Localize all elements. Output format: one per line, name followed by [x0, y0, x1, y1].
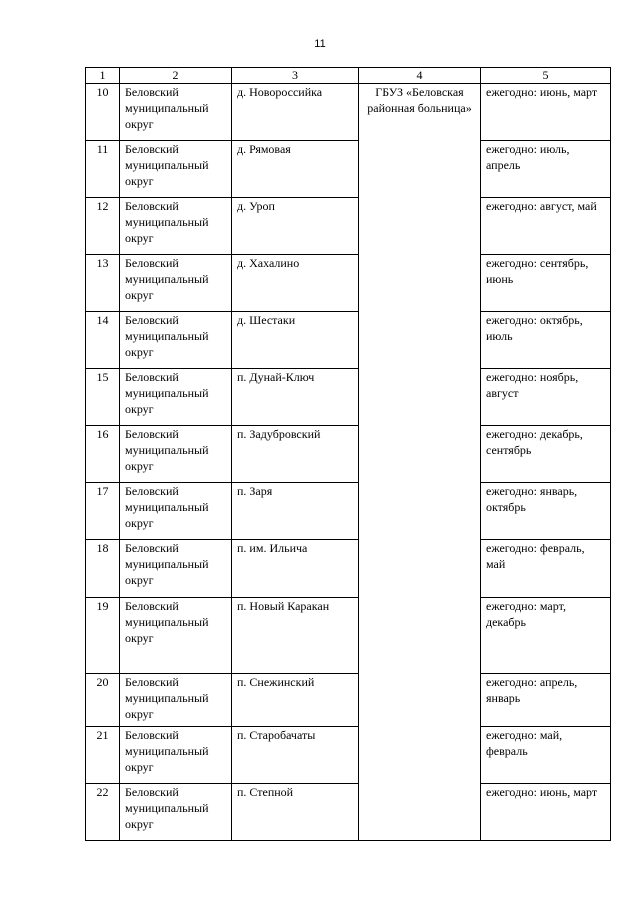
district-cell: Беловский муниципальный округ	[120, 198, 232, 255]
table-row	[86, 727, 611, 784]
table-row	[86, 255, 611, 312]
row-number: 20	[86, 674, 120, 727]
table-row	[86, 198, 611, 255]
row-number: 13	[86, 255, 120, 312]
settlement-cell: д. Новороссийка	[232, 84, 359, 141]
district-cell: Беловский муниципальный округ	[120, 598, 232, 674]
row-number: 16	[86, 426, 120, 483]
table-row	[86, 84, 611, 141]
district-cell: Беловский муниципальный округ	[120, 540, 232, 598]
row-number: 18	[86, 540, 120, 598]
settlement-cell: д. Хахалино	[232, 255, 359, 312]
district-cell: Беловский муниципальный округ	[120, 141, 232, 198]
row-number: 19	[86, 598, 120, 674]
row-number: 12	[86, 198, 120, 255]
settlement-cell: п. Дунай-Ключ	[232, 369, 359, 426]
schedule-cell: ежегодно: май, февраль	[481, 727, 611, 784]
row-number: 21	[86, 727, 120, 784]
settlement-cell: п. Старобачаты	[232, 727, 359, 784]
settlement-cell: п. им. Ильича	[232, 540, 359, 598]
schedule-cell: ежегодно: февраль, май	[481, 540, 611, 598]
schedule-cell: ежегодно: июль, апрель	[481, 141, 611, 198]
column-header-4: 4	[359, 68, 481, 84]
row-number: 22	[86, 784, 120, 841]
district-cell: Беловский муниципальный округ	[120, 674, 232, 727]
settlement-cell: д. Рямовая	[232, 141, 359, 198]
schedule-cell: ежегодно: июнь, март	[481, 84, 611, 141]
district-cell: Беловский муниципальный округ	[120, 727, 232, 784]
district-cell: Беловский муниципальный округ	[120, 784, 232, 841]
district-cell: Беловский муниципальный округ	[120, 369, 232, 426]
schedule-cell: ежегодно: декабрь, сентябрь	[481, 426, 611, 483]
schedule-cell: ежегодно: апрель, январь	[481, 674, 611, 727]
settlement-cell: п. Задубровский	[232, 426, 359, 483]
settlement-cell: п. Новый Каракан	[232, 598, 359, 674]
schedule-table	[85, 67, 611, 841]
table-row	[86, 784, 611, 841]
schedule-cell: ежегодно: август, май	[481, 198, 611, 255]
row-number: 17	[86, 483, 120, 540]
settlement-cell: п. Снежинский	[232, 674, 359, 727]
page-number: 11	[314, 38, 326, 50]
row-number: 15	[86, 369, 120, 426]
district-cell: Беловский муниципальный округ	[120, 426, 232, 483]
district-cell: Беловский муниципальный округ	[120, 312, 232, 369]
settlement-cell: д. Шестаки	[232, 312, 359, 369]
table-row	[86, 369, 611, 426]
schedule-cell: ежегодно: март, декабрь	[481, 598, 611, 674]
table-body	[86, 84, 611, 841]
organization-cell: ГБУЗ «Беловская районная больница»	[359, 84, 481, 841]
settlement-cell: п. Степной	[232, 784, 359, 841]
schedule-cell: ежегодно: январь, октябрь	[481, 483, 611, 540]
district-cell: Беловский муниципальный округ	[120, 84, 232, 141]
table-row	[86, 598, 611, 674]
table-row	[86, 141, 611, 198]
schedule-cell: ежегодно: июнь, март	[481, 784, 611, 841]
settlement-cell: д. Уроп	[232, 198, 359, 255]
row-number: 14	[86, 312, 120, 369]
district-cell: Беловский муниципальный округ	[120, 255, 232, 312]
column-header-3: 3	[232, 68, 359, 84]
table-row	[86, 540, 611, 598]
column-header-2: 2	[120, 68, 232, 84]
table-row	[86, 483, 611, 540]
schedule-cell: ежегодно: октябрь, июль	[481, 312, 611, 369]
row-number: 10	[86, 84, 120, 141]
schedule-cell: ежегодно: сентябрь, июнь	[481, 255, 611, 312]
table-row	[86, 312, 611, 369]
district-cell: Беловский муниципальный округ	[120, 483, 232, 540]
settlement-cell: п. Заря	[232, 483, 359, 540]
column-header-5: 5	[481, 68, 611, 84]
header-row	[86, 68, 611, 84]
schedule-cell: ежегодно: ноябрь, август	[481, 369, 611, 426]
column-header-1: 1	[86, 68, 120, 84]
table-row	[86, 674, 611, 727]
row-number: 11	[86, 141, 120, 198]
table-row	[86, 426, 611, 483]
